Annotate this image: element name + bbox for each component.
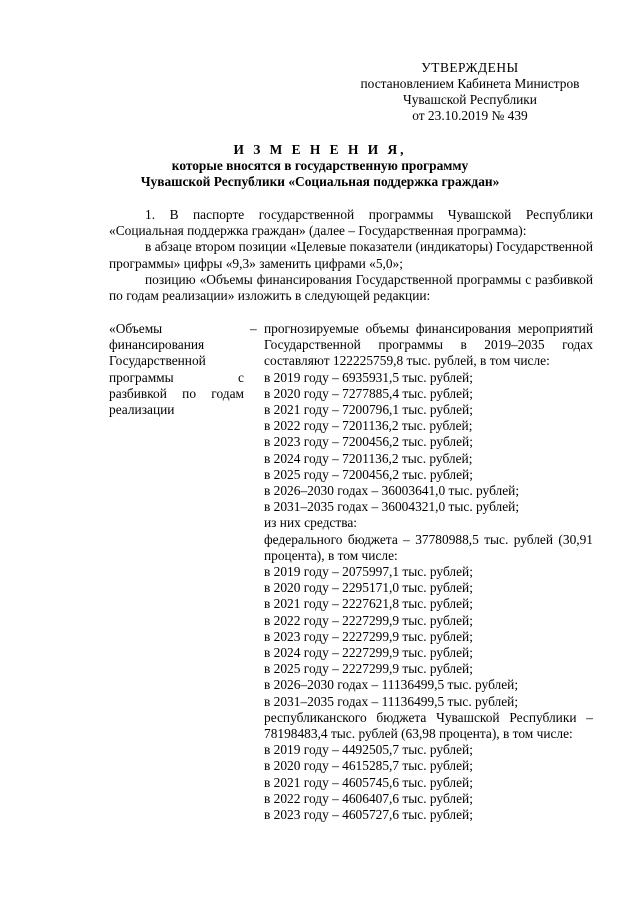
republic-year-line: в 2023 году – 4605727,6 тыс. рублей; bbox=[264, 807, 473, 823]
republic-year-line: в 2021 году – 4605745,6 тыс. рублей; bbox=[264, 774, 473, 790]
federal-intro: федерального бюджета – 37780988,5 тыс. рублей (30,91 процента), в том числе: bbox=[264, 531, 593, 563]
funding-intro: прогнозируемые объемы финансирования мероприятий Государственной программы в 2019–2035 годах составляют 122225759,8 тыс. рублей, в том числе: bbox=[264, 321, 593, 369]
total-year-line: в 2031–2035 годах – 36004321,0 тыс. рублей; bbox=[264, 499, 520, 515]
total-year-line: в 2023 году – 7200456,2 тыс. рублей; bbox=[264, 434, 473, 450]
federal-year-line: в 2022 году – 2227299,9 тыс. рублей; bbox=[264, 612, 473, 628]
total-year-line: в 2019 году – 6935931,5 тыс. рублей; bbox=[264, 369, 473, 385]
federal-year-line: в 2019 году – 2075997,1 тыс. рублей; bbox=[264, 564, 473, 580]
federal-year-line: в 2025 году – 2227299,9 тыс. рублей; bbox=[264, 661, 473, 677]
total-year-line: в 2026–2030 годах – 36003641,0 тыс. рублей; bbox=[264, 483, 520, 499]
document-heading bbox=[110, 142, 530, 190]
total-year-line: в 2025 году – 7200456,2 тыс. рублей; bbox=[264, 466, 473, 482]
federal-year-line: в 2020 году – 2295171,0 тыс. рублей; bbox=[264, 580, 473, 596]
republic-year-line: в 2022 году – 4606407,6 тыс. рублей; bbox=[264, 790, 473, 806]
approval-line-3: от 23.10.2019 № 439 bbox=[412, 108, 528, 123]
approval-line-1: постановлением Кабинета Министров bbox=[360, 76, 580, 91]
body-text bbox=[109, 207, 593, 304]
approval-line-2: Чувашской Республики bbox=[403, 92, 537, 107]
total-year-line: в 2021 году – 7200796,1 тыс. рублей; bbox=[264, 402, 473, 418]
federal-year-line: в 2026–2030 годах – 11136499,5 тыс. рублей; bbox=[264, 677, 519, 693]
from-them-label: из них средства: bbox=[264, 515, 358, 531]
funding-description bbox=[264, 321, 593, 823]
paragraph-3: позицию «Объемы финансирования Государственной программы с разбивкой по годам реализации» изложить в следующей редакции: bbox=[109, 271, 593, 304]
federal-year-line: в 2023 году – 2227299,9 тыс. рублей; bbox=[264, 628, 473, 644]
federal-year-line: в 2031–2035 годах – 11136499,5 тыс. рублей; bbox=[264, 693, 519, 709]
position-label: «Объемы финансирования Государственной программы с разбивкой по годам реализации bbox=[109, 321, 244, 418]
republic-year-line: в 2019 году – 4492505,7 тыс. рублей; bbox=[264, 742, 473, 758]
position-dash: – bbox=[250, 321, 257, 336]
heading-line-2: Чувашской Республики «Социальная поддержка граждан» bbox=[140, 174, 500, 189]
approval-title: УТВЕРЖДЕНЫ bbox=[421, 60, 519, 75]
total-year-line: в 2022 году – 7201136,2 тыс. рублей; bbox=[264, 418, 473, 434]
paragraph-1: 1. В паспорте государственной программы Чувашской Республики «Социальная поддержка граждан» (далее – Государственная программа): bbox=[109, 207, 593, 239]
paragraph-2: в абзаце втором позиции «Целевые показатели (индикаторы) Государственной программы» цифры «9,3» заменить цифрами «5,0»; bbox=[109, 239, 593, 271]
heading-line-1: которые вносятся в государственную программу bbox=[171, 158, 469, 173]
federal-year-line: в 2021 году – 2227621,8 тыс. рублей; bbox=[264, 596, 473, 612]
federal-year-line: в 2024 году – 2227299,9 тыс. рублей; bbox=[264, 645, 473, 661]
total-year-line: в 2024 году – 7201136,2 тыс. рублей; bbox=[264, 450, 473, 466]
total-year-line: в 2020 году – 7277885,4 тыс. рублей; bbox=[264, 385, 473, 401]
republic-intro: республиканского бюджета Чувашской Республики – 78198483,4 тыс. рублей (63,98 процента), в том числе: bbox=[264, 709, 593, 742]
heading-title: И З М Е Н Е Н И Я, bbox=[233, 142, 407, 157]
approval-block bbox=[340, 60, 600, 124]
republic-year-line: в 2020 году – 4615285,7 тыс. рублей; bbox=[264, 758, 473, 774]
